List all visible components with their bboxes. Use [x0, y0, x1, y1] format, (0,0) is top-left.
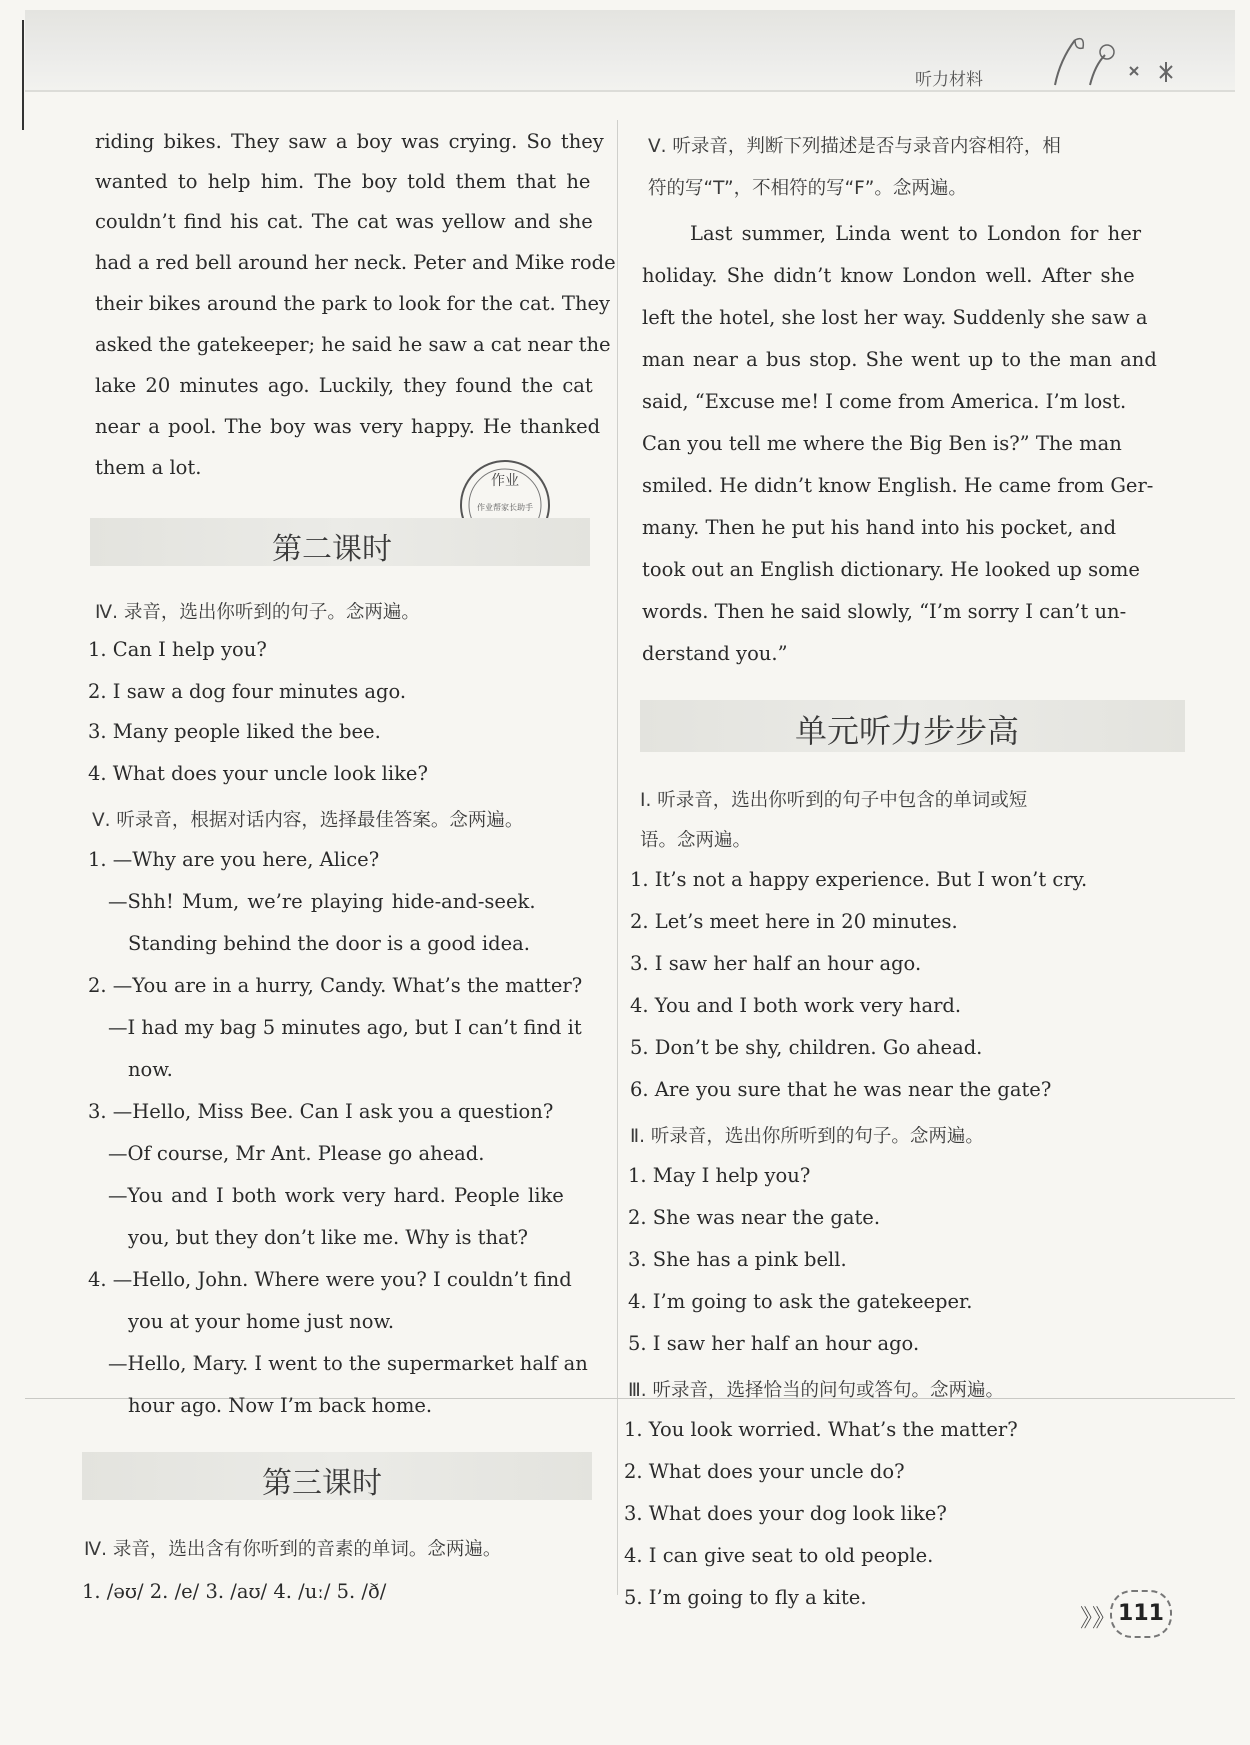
right-text-line: 1. You look worried. What’s the matter? — [624, 1418, 1018, 1441]
right-text-line: holiday. She didn’t know London well. After she — [642, 264, 1135, 287]
left-text-line: them a lot. — [95, 456, 202, 479]
left-text-line: 1. Can I help you? — [88, 638, 267, 661]
right-text-line: Can you tell me where the Big Ben is?” The man — [642, 432, 1122, 455]
right-text-line: left the hotel, she lost her way. Suddenly she saw a — [642, 306, 1148, 329]
left-text-line: 2. I saw a dog four minutes ago. — [88, 680, 407, 703]
left-text-line: asked the gatekeeper; he said he saw a cat near the — [95, 333, 611, 356]
question-heading: Ⅲ. 听录音，选择恰当的问句或答句。念两遍。 — [628, 1380, 1005, 1401]
page-number-deco: 》》 — [1080, 1604, 1116, 1632]
right-text-line: 2. What does your uncle do? — [624, 1460, 905, 1483]
question-heading: Ⅱ. 听录音，选出你所听到的句子。念两遍。 — [630, 1126, 984, 1147]
left-text-line: 4. What does your uncle look like? — [88, 762, 428, 785]
question-heading: 语。念两遍。 — [640, 830, 752, 851]
right-text-line: derstand you.” — [642, 642, 788, 665]
right-text-line: many. Then he put his hand into his pocket, and — [642, 516, 1117, 539]
left-text-line: you, but they don’t like me. Why is that? — [128, 1226, 528, 1249]
right-text-line: 1. May I help you? — [628, 1164, 811, 1187]
unit-title: 单元听力步步高 — [795, 712, 1020, 750]
left-text-line: now. — [128, 1058, 173, 1081]
left-text-line: lake 20 minutes ago. Luckily, they found the cat — [95, 374, 593, 397]
svg-text:作业帮家长助手: 作业帮家长助手 — [477, 503, 533, 512]
left-text-line: —You and I both work very hard. People like — [108, 1184, 564, 1207]
right-text-line: said, “Excuse me! I come from America. I’m lost. — [642, 390, 1127, 413]
left-text-line: couldn’t find his cat. The cat was yellow and she — [95, 210, 593, 233]
left-text-line: near a pool. The boy was very happy. He thanked — [95, 415, 601, 438]
left-text-line: wanted to help him. The boy told them that he — [95, 170, 591, 193]
left-text-line: Standing behind the door is a good idea. — [128, 932, 531, 955]
left-text-line: 1. —Why are you here, Alice? — [88, 848, 380, 871]
left-text-line: —Of course, Mr Ant. Please go ahead. — [108, 1142, 485, 1165]
right-text-line: 2. Let’s meet here in 20 minutes. — [630, 910, 958, 933]
left-text-line: you at your home just now. — [128, 1310, 395, 1333]
question-heading: Ⅴ. 听录音，根据对话内容，选择最佳答案。念两遍。 — [92, 810, 524, 831]
column-divider — [617, 120, 618, 1595]
left-text-line: their bikes around the park to look for the cat. They — [95, 292, 611, 315]
left-text-line: 4. —Hello, John. Where were you? I couldn’t find — [88, 1268, 572, 1291]
question-heading: Ⅴ. 听录音，判断下列描述是否与录音内容相符，相 — [648, 136, 1061, 157]
question-heading: Ⅳ. 录音，选出你听到的句子。念两遍。 — [95, 602, 420, 623]
right-text-line: smiled. He didn’t know English. He came from Ger- — [642, 474, 1154, 497]
lesson3-title: 第三课时 — [262, 1466, 382, 1501]
left-text-line: —Hello, Mary. I went to the supermarket half an — [108, 1352, 588, 1375]
right-text-line: 4. You and I both work very hard. — [630, 994, 962, 1017]
question-heading: Ⅰ. 听录音，选出你听到的句子中包含的单词或短 — [640, 790, 1028, 811]
left-text-line: —I had my bag 5 minutes ago, but I can’t find it — [108, 1016, 582, 1039]
right-text-line: 5. Don’t be shy, children. Go ahead. — [630, 1036, 983, 1059]
left-text-line: 2. —You are in a hurry, Candy. What’s the matter? — [88, 974, 583, 997]
right-text-line: 1. It’s not a happy experience. But I won’t cry. — [630, 868, 1088, 891]
left-text-line: 3. —Hello, Miss Bee. Can I ask you a question? — [88, 1100, 554, 1123]
question-heading: Ⅳ. 录音，选出含有你听到的音素的单词。念两遍。 — [84, 1539, 502, 1560]
right-text-line: Last summer, Linda went to London for her — [690, 222, 1142, 245]
right-text-line: took out an English dictionary. He looked up some — [642, 558, 1140, 581]
page-number: 111 — [1110, 1590, 1172, 1638]
left-text-line: riding bikes. They saw a boy was crying. So they — [95, 130, 604, 153]
right-text-line: 6. Are you sure that he was near the gate? — [630, 1078, 1052, 1101]
left-text-line: hour ago. Now I’m back home. — [128, 1394, 433, 1417]
right-text-line: 4. I’m going to ask the gatekeeper. — [628, 1290, 973, 1313]
right-text-line: 5. I’m going to fly a kite. — [624, 1586, 867, 1609]
right-text-line: words. Then he said slowly, “I’m sorry I can’t un- — [642, 600, 1127, 623]
question-heading: 符的写“T”，不相符的写“F”。念两遍。 — [648, 178, 967, 199]
header-title: 听力材料 — [915, 70, 983, 90]
left-edge-rule — [22, 20, 24, 130]
right-text-line: 2. She was near the gate. — [628, 1206, 881, 1229]
right-text-line: 3. She has a pink bell. — [628, 1248, 847, 1271]
left-text-line: 3. Many people liked the bee. — [88, 720, 381, 743]
right-text-line: man near a bus stop. She went up to the man and — [642, 348, 1157, 371]
right-text-line: 4. I can give seat to old people. — [624, 1544, 934, 1567]
right-text-line: 5. I saw her half an hour ago. — [628, 1332, 920, 1355]
left-text-line: 1. /əʊ/ 2. /e/ 3. /aʊ/ 4. /uː/ 5. /ð/ — [82, 1580, 387, 1603]
left-text-line: —Shh! Mum, we’re playing hide-and-seek. — [108, 890, 536, 913]
leaf-decoration-icon — [1045, 30, 1195, 90]
right-text-line: 3. What does your dog look like? — [624, 1502, 947, 1525]
right-text-line: 3. I saw her half an hour ago. — [630, 952, 922, 975]
lesson2-title: 第二课时 — [272, 532, 392, 567]
left-text-line: had a red bell around her neck. Peter and Mike rode — [95, 251, 616, 274]
svg-text:作业: 作业 — [491, 473, 519, 489]
